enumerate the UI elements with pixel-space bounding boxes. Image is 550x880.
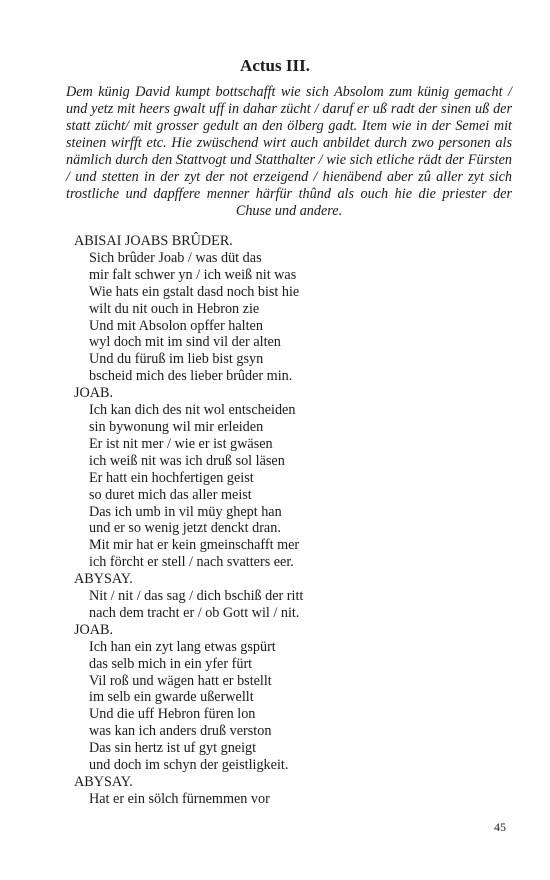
verse-line: und er so wenig jetzt denckt dran. [89, 520, 281, 537]
verse-line: Vil roß und wägen hatt er bstellt [89, 672, 272, 689]
dialogue-block [74, 233, 514, 808]
verse-line: was kan ich anders druß verston [89, 723, 272, 740]
verse-line: Und die uff Hebron füren lon [89, 706, 256, 723]
verse-line: mir falt schwer yn / ich weiß nit was [89, 266, 297, 283]
verse-line: Und mit Absolon opffer halten [89, 317, 263, 334]
speaker-name: JOAB. [74, 621, 114, 638]
verse-line: Das sin hertz ist uf gyt gneigt [89, 740, 257, 757]
verse-line: Hat er ein sölch fürnemmen vor [89, 790, 270, 807]
verse-line: Ich kan dich des nit wol entscheiden [89, 402, 296, 419]
speaker-name: JOAB. [74, 385, 114, 402]
verse-line: im selb ein gwarde ußerwellt [89, 689, 254, 706]
speaker-name: ABYSAY. [74, 774, 133, 790]
verse-line: bscheid mich des lieber brûder min. [89, 368, 293, 385]
speaker-name: ABISAI JOABS BRÛDER. [74, 233, 233, 249]
verse-line: Er hatt ein hochfertigen geist [89, 469, 254, 486]
verse-line: und doch im schyn der geistligkeit. [89, 757, 289, 774]
verse-line: ich förcht er stell / nach svatters eer. [89, 554, 294, 571]
verse-line: das selb mich in ein yfer fürt [89, 655, 253, 672]
verse-line: so duret mich das aller meist [89, 486, 252, 503]
verse-line: sin bywonung wil mir erleiden [89, 418, 264, 435]
verse-line: ich weiß nit was ich druß sol läsen [89, 452, 285, 469]
verse-line: Wie hats ein gstalt dasd noch bist hie [89, 283, 300, 300]
verse-line: Ich han ein zyt lang etwas gspürt [89, 638, 276, 655]
verse-line: Und du füruß im lieb bist gsyn [89, 351, 264, 368]
act-argument: Dem künig David kumpt bottschafft wie sich Absolom zum künig gemacht / und yetz mit heers gwalt uff in dahar zücht / daruf er uß radt der sinen uß der statt zücht/ mit grosser gedult an den ölberg gadt. Item wie in der Semei mit steinen wirfft etc. Hie zwüschend wirt auch anbildet durch zwo personen als nämlich durch den Stattvogt und Statthalter / wie sich etliche rädt der Fürsten / und stetten in der zyt der not erzeigend / hienäbend aber zû aller zyt sich trostliche und dapffere menner härfür thûnd als ouch hie die priester der Chuse und andere. [66, 84, 512, 219]
verse-line: wilt du nit ouch in Hebron zie [89, 300, 260, 317]
act-title: Actus III. [240, 56, 310, 75]
verse-line: Sich brûder Joab / was düt das [89, 249, 262, 266]
verse-line: Nit / nit / das sag / dich bschiß der ritt [89, 588, 304, 605]
verse-line: nach dem tracht er / ob Gott wil / nit. [89, 604, 300, 621]
page-number: 45 [494, 820, 506, 834]
verse-line: Das ich umb in vil müy ghept han [89, 503, 282, 520]
verse-line: wyl doch mit im sind vil der alten [89, 334, 281, 351]
speaker-name: ABYSAY. [74, 571, 133, 588]
verse-line: Mit mir hat er kein gmeinschafft mer [89, 537, 300, 554]
verse-line: Er ist nit mer / wie er ist gwäsen [89, 435, 273, 452]
